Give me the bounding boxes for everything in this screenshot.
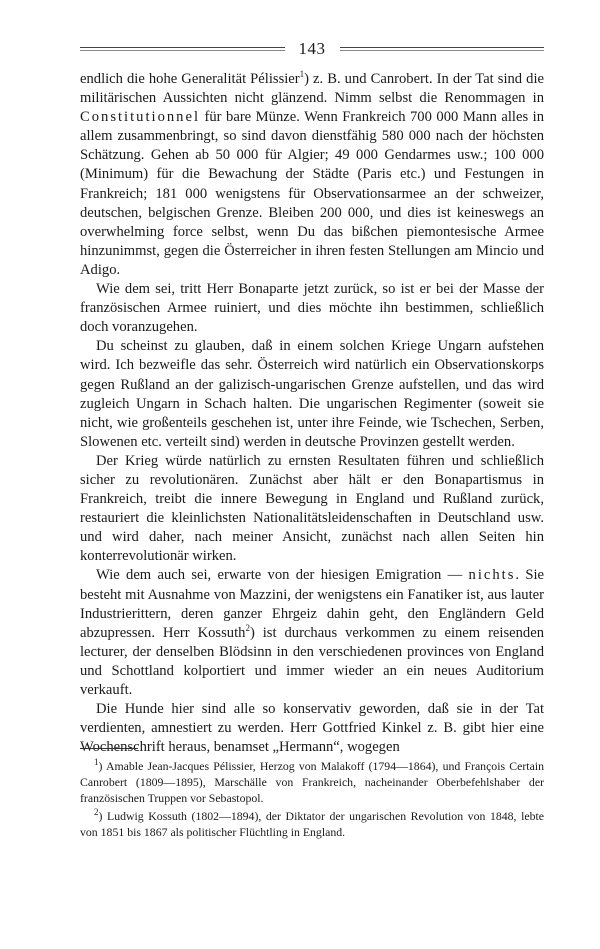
paragraph-text: Der Krieg würde natürlich zu ernsten Resultaten führen und schließlich sicher zu revolutionären. Zunächst aber hält er den Bonapartismus in Frankreich, treibt die innere Bewegung in England und Rußland zurück, restauriert die kleinlichsten Nationalitätsleidenschaften in Deutschland usw. und wird daher, nach meiner Ansicht, zunächst nach allen Seiten hin konterrevolutionär wirken. (80, 452, 544, 565)
paragraph-2 (80, 280, 544, 337)
paragraph-text: Die Hunde hier sind alle so konservativ geworden, daß sie in der Tat verdienten, amnestiert zu werden. Herr Gottfried Kinkel z. B. gibt hier eine Wochenschrift heraus, benamset „Hermann“, wogegen (80, 701, 544, 756)
paragraph-3 (80, 337, 544, 452)
letter-body (80, 70, 544, 757)
header-rule-left (80, 47, 285, 51)
paragraph-text: ) ist durchaus verkommen zu einem reisenden lecturer, der denselben Blödsinn in den verschiedenen provinces von England und Schottland kolportiert und immer wieder an ein neues Auditorium verkauft. (80, 624, 544, 698)
footnote-1 (80, 758, 544, 806)
paragraph-5 (80, 566, 544, 700)
footnote-2 (80, 808, 544, 840)
paragraph-6 (80, 700, 544, 757)
paragraph-text: für bare Münze. Wenn Frankreich 700 000 Mann alles in allem zusammenbringt, so sind davon dienstfähig 580 000 nach der höchsten Schätzung. Gehen ab 50 000 für Algier; 49 000 Gendarmes usw.; 100 000 (Minimum) für die Bewachung der Städte (Paris etc.) und Festungen in Frankreich; 181 000 wenigstens für Observationsarmee an der schweizer, deutschen, belgischen Grenze. Bleiben 200 000, und dies ist keineswegs an overwhelming force selbst, wenn Du das bißchen piemontesische Armee hinzunimmst, gegen die Österreicher in ihren festen Stellungen am Mincio und Adigo. (80, 109, 544, 278)
footnote-ref-1: 1 (299, 69, 305, 80)
header-rule-right (340, 47, 545, 51)
spaced-emphasis: nichts (468, 567, 516, 584)
page-header (80, 38, 544, 60)
footnote-text: ) Ludwig Kossuth (1802—1894), der Diktator der ungarischen Revolution von 1848, lebte von 1851 bis 1867 als politischer Flüchtling in England. (80, 809, 544, 839)
paragraph-text: Wie dem auch sei, erwarte von der hiesigen Emigration — (96, 567, 469, 584)
footnotes (80, 758, 544, 842)
footnote-mark: 1 (94, 757, 99, 768)
spaced-emphasis: Constitutionnel (80, 109, 200, 126)
footnote-ref-2: 2 (245, 622, 250, 633)
page-number: 143 (298, 39, 326, 58)
paragraph-text: Du scheinst zu glauben, daß in einem solchen Kriege Ungarn aufstehen wird. Ich bezweifle das sehr. Österreich wird natürlich ein Observationskorps gegen Rußland an der galizisch-ungarischen Grenze aufstellen, und das wird zugleich Ungarn in Schach halten. Die ungarischen Regimenter (soweit sie nicht, wie großenteils geschehen ist, unter ihre Feinde, wie Tschechen, Serben, Slowenen etc. verteilt sind) werden in deutsche Provinzen gestellt werden. (80, 338, 544, 450)
paragraph-text: endlich die hohe Generalität Pélissier (80, 71, 300, 87)
footnote-mark: 2 (94, 807, 99, 818)
footnote-text: ) Amable Jean-Jacques Pélissier, Herzog von Malakoff (1794—1864), und François Certain Canrobert (1809—1895), Marschälle von Frankreich, nacheinander Oberbefehlshaber der französischen Truppen vor Sebastopol. (80, 759, 544, 805)
footnote-separator (80, 748, 138, 749)
paragraph-1 (80, 70, 544, 280)
paragraph-text: ) z. B. und Canrobert. In der Tat sind die militärischen Aussichten nicht glänzend. Nimm selbst die Renommagen in (80, 71, 544, 107)
paragraph-text: . Sie besteht mit Ausnahme von Mazzini, der wenigstens ein Fanatiker ist, aus lauter Industrierittern, deren ganzer Ehrgeiz dahin geht, den Engländern Geld abzupressen. Herr Kossuth (80, 567, 544, 641)
paragraph-4 (80, 452, 544, 567)
paragraph-text: Wie dem sei, tritt Herr Bonaparte jetzt zurück, so ist er bei der Masse der französischen Armee ruiniert, und dies möchte ihn bestimmen, schließlich doch voranzugehen. (80, 281, 544, 336)
